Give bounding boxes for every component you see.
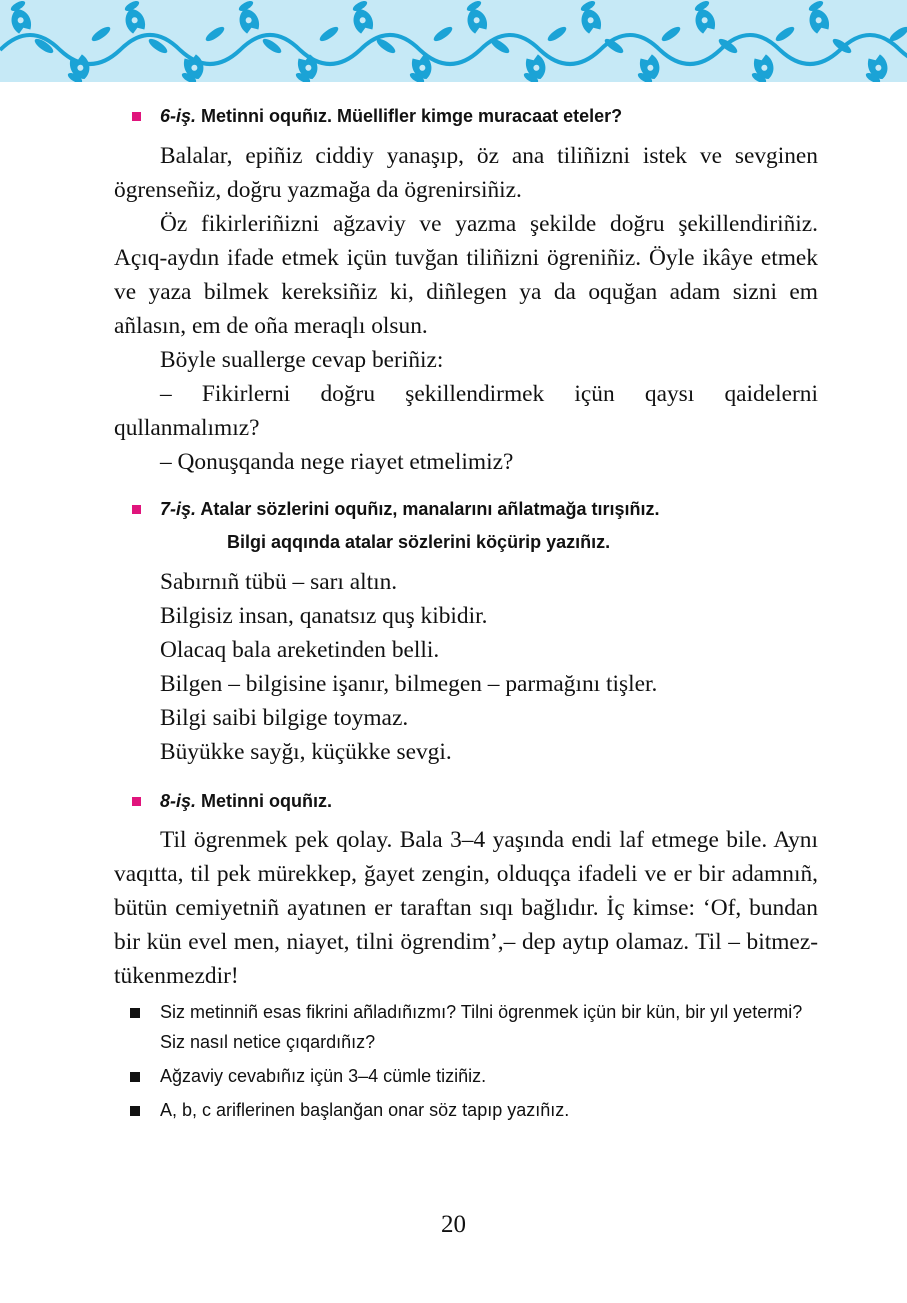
paragraph: – Qonuşqanda nege riayet etmelimiz?: [160, 449, 514, 475]
question-text: A, b, c ariflerinen başlanğan onar söz tapıp yazıñız.: [160, 1100, 570, 1120]
task-number: 6-iş.: [160, 106, 197, 126]
paragraph: Til ögrenmek pek qolay. Bala 3–4 yaşında endi laf etmege bile. Aynı vaqıtta, til pek mürekkep, ğayet zengin, olduqça ifadeli ve er bir adamnıñ, bütün cemiyetniñ ayatınen er taraftan sıqı bağlıdır. İç kimse: ‘Of, bundan bir kün evel men, niayet, tilni ögrendim’,– dep aytıp olamaz. Til – bitmez-tükenmezdir!: [114, 827, 818, 989]
task-bullet-icon: [132, 797, 141, 806]
square-bullet-icon: [130, 1072, 140, 1082]
question-item: [114, 1095, 818, 1125]
floral-ornament-banner: [0, 0, 907, 82]
proverb-list: [114, 565, 818, 769]
task-8-heading: [114, 785, 818, 818]
proverb: Olacaq bala areketinden belli.: [160, 637, 440, 663]
task-bullet-icon: [132, 505, 141, 514]
question-text: Siz metinniñ esas fikrini añladıñızmı? Tilni ögrenmek içün bir kün, bir yıl yetermi? Siz nasıl netice çıqardıñız?: [160, 1002, 803, 1052]
proverb: Bilgi saibi bilgige toymaz.: [160, 705, 409, 731]
question-list: [114, 997, 818, 1125]
task-title-line2: Bilgi aqqında atalar sözlerini köçürip yazıñız.: [227, 532, 611, 552]
paragraph: – Fikirlerni doğru şekillendirmek içün qaysı qaidelerni qullanmalımız?: [114, 381, 818, 441]
page-content: [114, 100, 818, 1125]
square-bullet-icon: [130, 1008, 140, 1018]
task-number: 8-iş.: [160, 791, 197, 811]
task-title: Atalar sözlerini oquñız, manalarını añlatmağa tırışıñız.: [196, 499, 660, 519]
task-title: Metinni oquñız.: [196, 791, 333, 811]
paragraph: Böyle suallerge cevap beriñiz:: [160, 347, 444, 373]
proverb: Bilgisiz insan, qanatsız quş kibidir.: [160, 603, 488, 629]
proverb: Sabırnıñ tübü – sarı altın.: [160, 569, 398, 595]
proverb: Büyükke sayğı, küçükke sevgi.: [160, 739, 452, 765]
page-number: 20: [441, 1211, 466, 1238]
paragraph: Balalar, epiñiz ciddiy yanaşıp, öz ana tiliñizni istek ve sevginen ögrenseñiz, doğru yazmağa da ögrenirsiñiz.: [114, 143, 818, 203]
task-7-heading: [114, 493, 818, 559]
floral-ornament-icon: [0, 0, 907, 82]
question-text: Ağzaviy cevabıñız içün 3–4 cümle tiziñiz.: [160, 1066, 487, 1086]
proverb: Bilgen – bilgisine işanır, bilmegen – parmağını tişler.: [160, 671, 658, 697]
task-number: 7-iş.: [160, 499, 197, 519]
question-item: [114, 1061, 818, 1091]
task-6-heading: [114, 100, 818, 133]
question-item: [114, 997, 818, 1057]
square-bullet-icon: [130, 1106, 140, 1116]
paragraph: Öz fikirleriñizni ağzaviy ve yazma şekilde doğru şekillendiriñiz. Açıq-aydın ifade etmek içün tuvğan tiliñizni ögreniñiz. Öyle ikâye etmek ve yaza bilmek kereksiñiz ki, diñlegen ya da oquğan adam sizni em añlasın, em de oña meraqlı olsun.: [114, 211, 818, 339]
task-title: Metinni oquñız. Müellifler kimge muracaat eteler?: [196, 106, 623, 126]
task-bullet-icon: [132, 112, 141, 121]
